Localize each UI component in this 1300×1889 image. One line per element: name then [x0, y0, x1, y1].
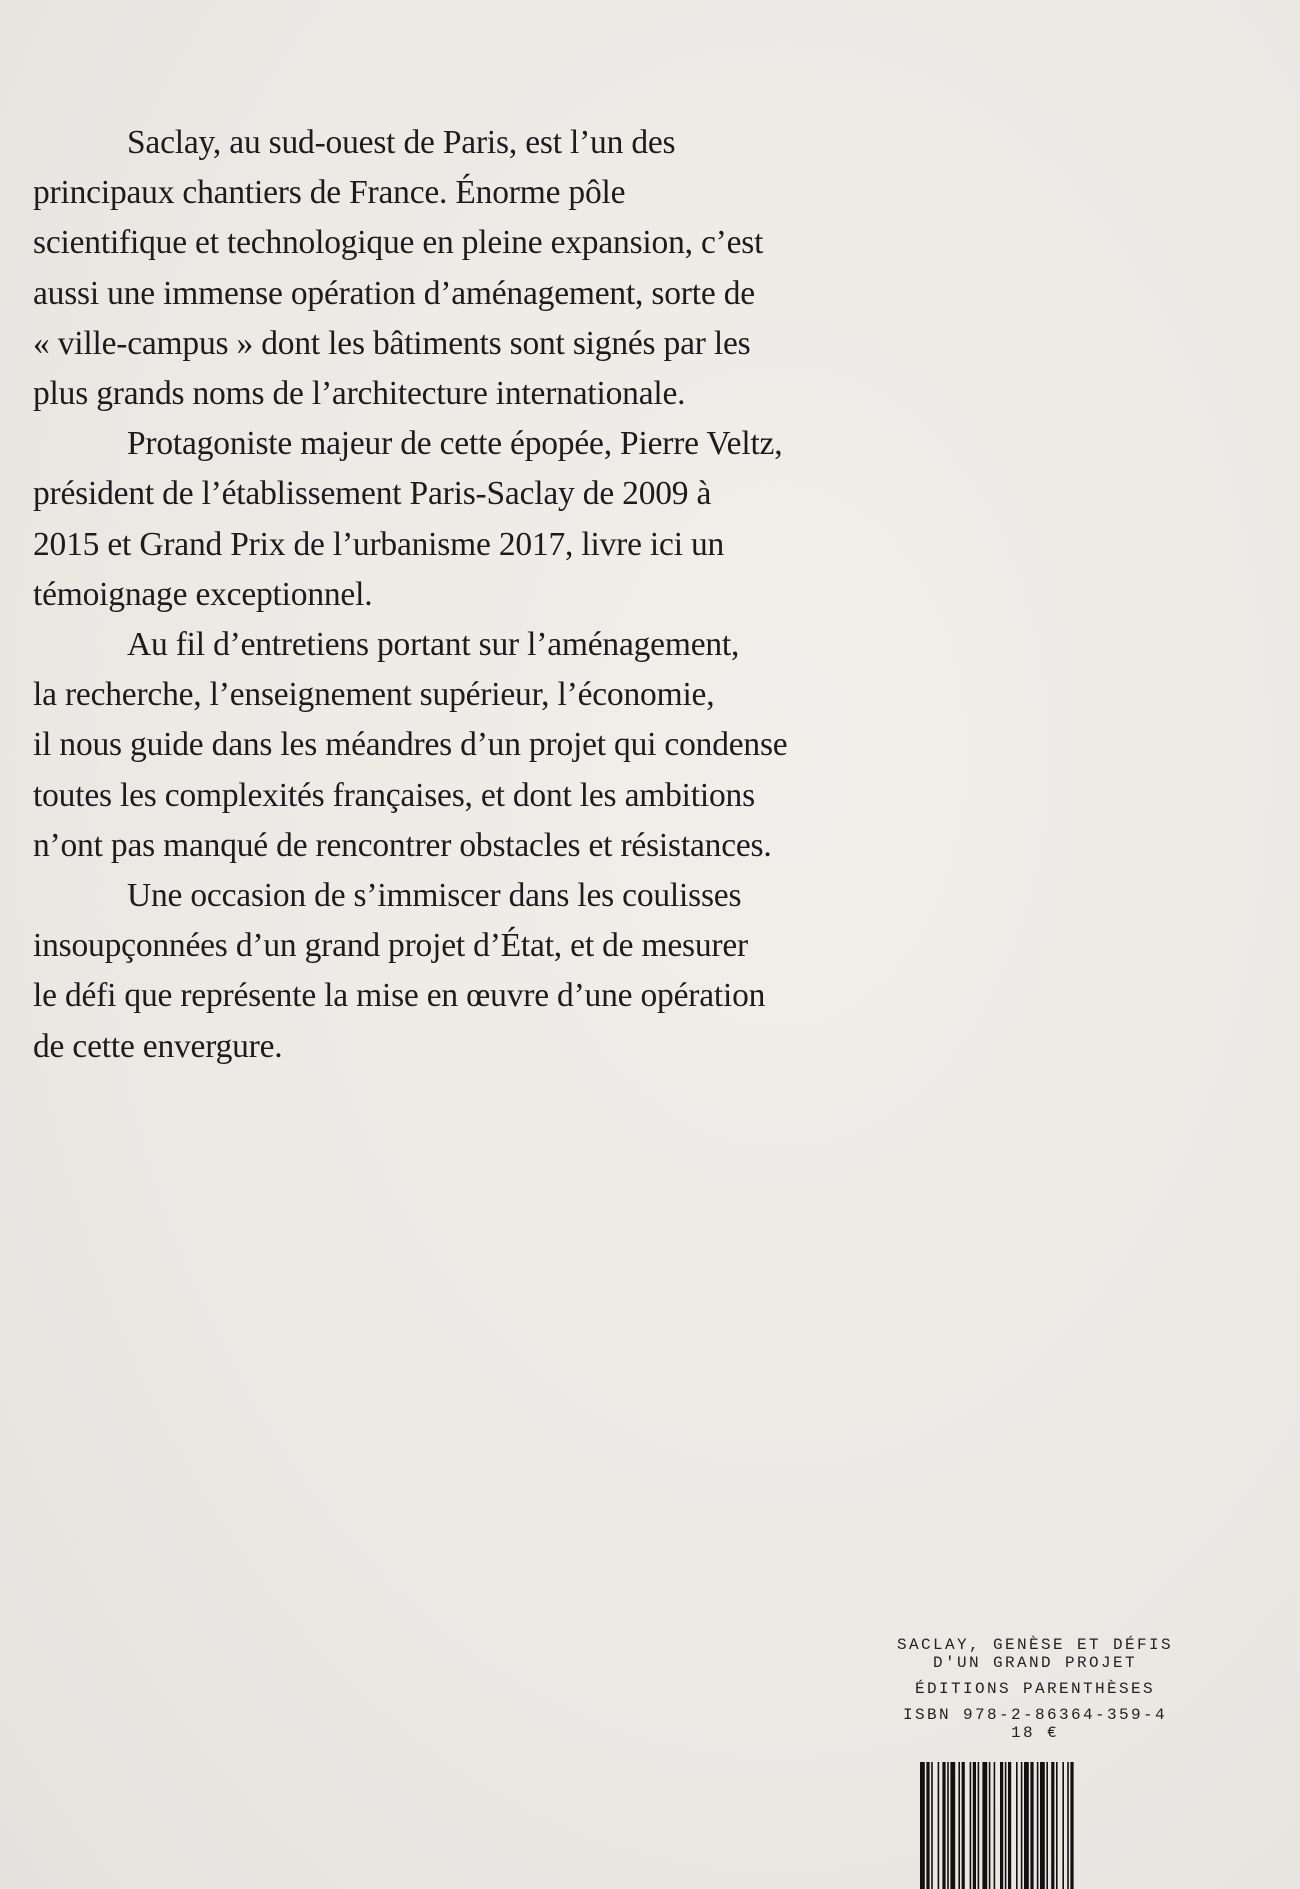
- blurb-text: [33, 118, 1007, 1072]
- barcode-bar: [973, 1762, 976, 1889]
- colophon: [880, 1636, 1190, 1742]
- text-line: la recherche, l’enseignement supérieur, l’économie,: [33, 676, 715, 714]
- text-line: il nous guide dans les méandres d’un projet qui condense: [33, 726, 788, 764]
- barcode-bar: [994, 1762, 996, 1889]
- text-line: aussi une immense opération d’aménagement, sorte de: [33, 274, 755, 312]
- isbn: ISBN 978-2-86364-359-4: [902, 1706, 1168, 1724]
- barcode-bar: [942, 1762, 945, 1889]
- barcode-bar: [1024, 1762, 1029, 1889]
- barcode-bar: [1062, 1762, 1064, 1889]
- text-line: toutes les complexités françaises, et dont les ambitions: [33, 776, 755, 814]
- barcode-bar: [1030, 1762, 1033, 1889]
- barcode-bar: [1008, 1762, 1011, 1889]
- spacer: [880, 1698, 1190, 1706]
- publisher-name: ÉDITIONS PARENTHÈSES: [914, 1680, 1156, 1698]
- barcode-bar: [950, 1762, 955, 1889]
- barcode-bar: [1037, 1762, 1039, 1889]
- text-line: témoignage exceptionnel.: [33, 575, 373, 613]
- book-title-line-1: SACLAY, GENÈSE ET DÉFIS: [896, 1636, 1174, 1654]
- text-line: de cette envergure.: [33, 1027, 283, 1065]
- text-line: « ville-campus » dont les bâtiments sont signés par les: [33, 324, 751, 362]
- barcode-bar: [931, 1762, 933, 1889]
- barcode-bar: [1005, 1762, 1007, 1889]
- text-line: n’ont pas manqué de rencontrer obstacles et résistances.: [33, 826, 772, 864]
- barcode-bar: [926, 1762, 929, 1889]
- barcode-bar: [938, 1762, 940, 1889]
- barcode-bar: [1021, 1762, 1023, 1889]
- text-line: 2015 et Grand Prix de l’urbanisme 2017, livre ici un: [33, 525, 725, 563]
- text-line: le défi que représente la mise en œuvre d’une opération: [33, 977, 766, 1015]
- barcode-bar: [982, 1762, 987, 1889]
- paragraph-3: [33, 620, 1007, 871]
- barcode-bar: [1016, 1762, 1018, 1889]
- text-line: insoupçonnées d’un grand projet d’État, et de mesurer: [33, 927, 748, 965]
- text-line: scientifique et technologique en pleine expansion, c’est: [33, 224, 764, 262]
- paragraph-1: [33, 118, 1007, 419]
- barcode-bar: [1040, 1762, 1045, 1889]
- barcode-bar: [1067, 1762, 1069, 1889]
- barcode-bar: [1070, 1762, 1073, 1889]
- spacer: [880, 1672, 1190, 1680]
- paragraph-4: [33, 871, 1007, 1072]
- barcode-bars: [920, 1762, 1074, 1889]
- barcode-bar: [970, 1762, 972, 1889]
- barcode-bar: [978, 1762, 980, 1889]
- barcode-icon: [918, 1762, 1158, 1889]
- barcode-bar: [1000, 1762, 1003, 1889]
- barcode-bar: [962, 1762, 965, 1889]
- barcode-bar: [958, 1762, 960, 1889]
- barcode-bar: [989, 1762, 991, 1889]
- book-title-line-2: D'UN GRAND PROJET: [932, 1654, 1138, 1672]
- barcode-bar: [920, 1762, 925, 1889]
- paragraph-2: [33, 419, 1007, 620]
- text-line: plus grands noms de l’architecture internationale.: [33, 375, 686, 413]
- text-line: président de l’établissement Paris-Saclay de 2009 à: [33, 475, 712, 513]
- text-line: Au fil d’entretiens portant sur l’aménagement,: [127, 626, 740, 664]
- barcode-bar: [1056, 1762, 1058, 1889]
- barcode-bar: [1051, 1762, 1054, 1889]
- text-line: Protagoniste majeur de cette épopée, Pierre Veltz,: [127, 425, 783, 463]
- text-line: Une occasion de s’immiscer dans les coulisses: [127, 877, 742, 915]
- barcode-bar: [1046, 1762, 1048, 1889]
- barcode-bar: [947, 1762, 949, 1889]
- text-line: Saclay, au sud-ouest de Paris, est l’un des: [127, 124, 676, 161]
- price: 18 €: [1010, 1724, 1059, 1742]
- text-line: principaux chantiers de France. Énorme pôle: [33, 174, 626, 212]
